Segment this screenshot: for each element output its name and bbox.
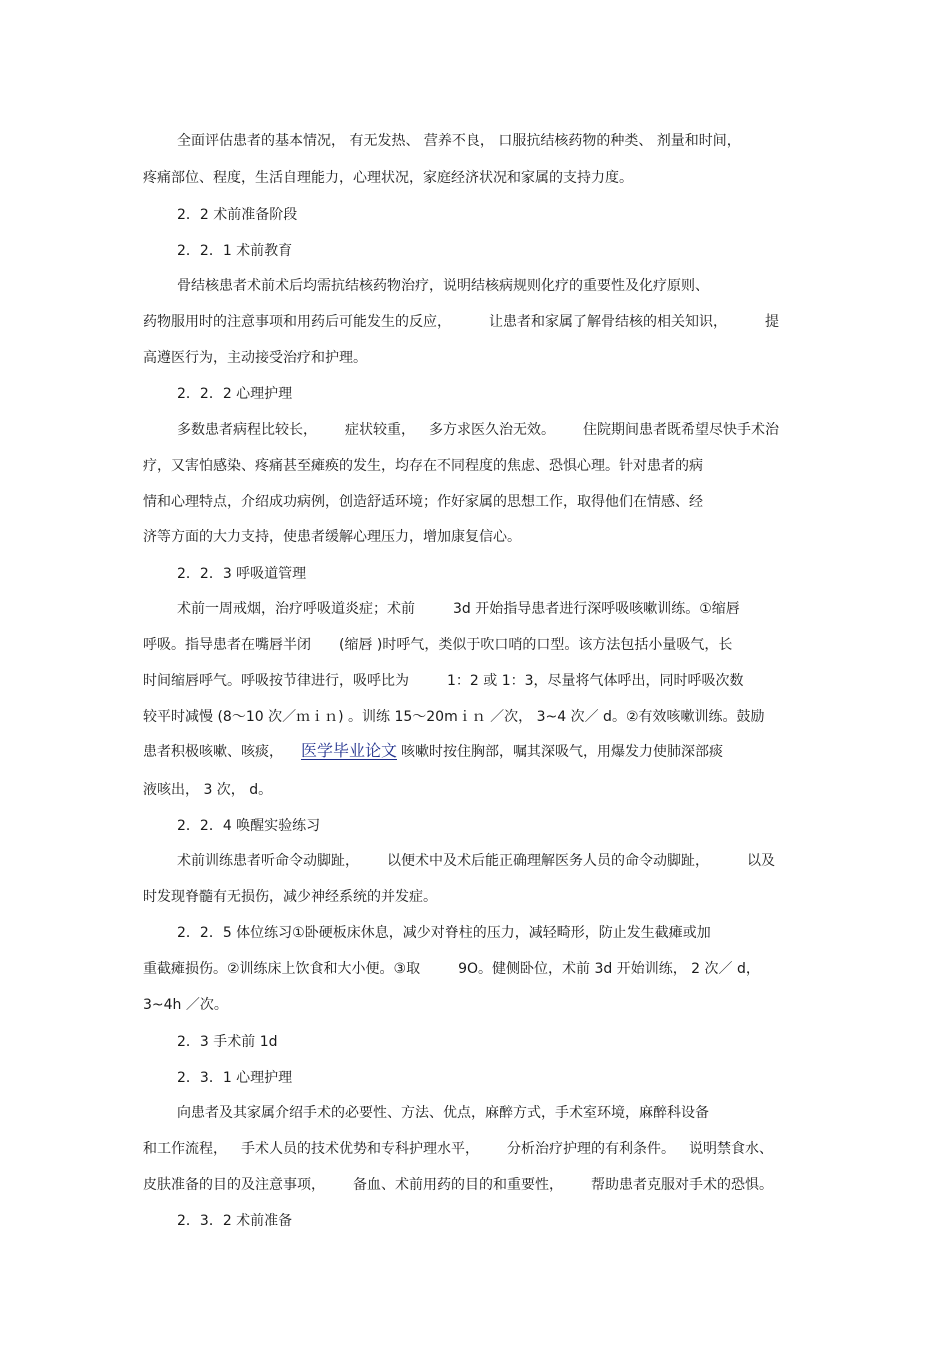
section-heading: 2．3 手术前 1d — [177, 1034, 278, 1050]
text-segment: 1：2 或 1：3，尽量将气体呼出，同时呼吸次数 — [447, 673, 744, 689]
subsection-heading: 2．3．2 术前准备 — [177, 1213, 293, 1229]
text-segment: 3d 开始指导患者进行深呼吸咳嗽训练。①缩唇 — [453, 601, 740, 617]
paragraph-line: 全面评估患者的基本情况， 有无发热、 营养不良， 口服抗结核药物的种类、 剂量和时间， — [177, 133, 741, 149]
paragraph-line: 疼痛部位、程度，生活自理能力，心理状况，家庭经济状况和家属的支持力度。 — [143, 170, 633, 186]
text-segment: 以及 — [747, 853, 775, 869]
text-segment: 分析治疗护理的有利条件。 — [507, 1141, 675, 1157]
text-segment: 手术人员的技术优势和专科护理水平， — [241, 1141, 479, 1157]
paragraph-line — [177, 421, 808, 439]
text-segment: (缩唇 )时呼气，类似于吹口哨的口型。该方法包括小量吸气，长 — [339, 637, 733, 653]
paragraph-line: 较平时减慢 (8～10 次／ｍｉｎ) 。训练 15～20mｉｎ ／次， 3~4 次／ d。②有效咳嗽训练。鼓励 — [143, 709, 765, 725]
paragraph-line — [143, 636, 808, 654]
paragraph-line — [143, 742, 808, 761]
text-segment: 药物服用时的注意事项和用药后可能发生的反应， — [143, 314, 451, 330]
text-segment: 备血、术前用药的目的和重要性， — [353, 1177, 563, 1193]
thesis-link[interactable]: 医学毕业论文 — [301, 742, 398, 760]
paragraph-line: 液咳出， 3 次， d。 — [143, 782, 273, 798]
paragraph-line: 时发现脊髓有无损伤，减少神经系统的并发症。 — [143, 889, 437, 905]
paragraph-line: 向患者及其家属介绍手术的必要性、方法、优点，麻醉方式，手术室环境，麻醉科设备 — [177, 1105, 709, 1121]
paragraph-line: 高遵医行为，主动接受治疗和护理。 — [143, 350, 367, 366]
paragraph-line — [143, 960, 808, 978]
text-segment: 时间缩唇呼气。呼吸按节律进行，吸呼比为 — [143, 673, 409, 689]
subsection-heading: 2．2．3 呼吸道管理 — [177, 566, 307, 582]
paragraph-line — [177, 852, 808, 870]
paragraph-line: 3~4h ／次。 — [143, 997, 228, 1013]
text-segment: 住院期间患者既希望尽快手术治 — [583, 422, 779, 438]
text-segment: 皮肤准备的目的及注意事项， — [143, 1177, 325, 1193]
text-segment: 症状较重， — [345, 422, 415, 438]
text-segment: 多数患者病程比较长， — [177, 422, 317, 438]
text-segment: 术前训练患者听命令动脚趾， — [177, 853, 359, 869]
text-segment: 说明禁食水、 — [689, 1141, 773, 1157]
text-segment: 和工作流程， — [143, 1141, 227, 1157]
paragraph-line — [177, 600, 808, 618]
paragraph-line: 情和心理特点，介绍成功病例，创造舒适环境；作好家属的思想工作，取得他们在情感、经 — [143, 494, 703, 510]
paragraph-line: 疗，又害怕感染、疼痛甚至瘫痪的发生，均存在不同程度的焦虑、恐惧心理。针对患者的病 — [143, 458, 703, 474]
text-segment: 患者积极咳嗽、咳痰， — [143, 744, 283, 760]
text-segment: 呼吸。指导患者在嘴唇半闭 — [143, 637, 311, 653]
text-segment: 重截瘫损伤。②训练床上饮食和大小便。③取 — [143, 961, 421, 977]
text-segment: 9O。健侧卧位，术前 3d 开始训练， 2 次／ d， — [458, 961, 760, 977]
subsection-heading: 2．2．2 心理护理 — [177, 386, 293, 402]
paragraph-line: 济等方面的大力支持，使患者缓解心理压力，增加康复信心。 — [143, 529, 521, 545]
text-segment: 提 — [765, 314, 779, 330]
paragraph-line — [143, 1140, 808, 1158]
text-segment: 以便术中及术后能正确理解医务人员的命令动脚趾， — [387, 853, 709, 869]
text-segment: 术前一周戒烟，治疗呼吸道炎症；术前 — [177, 601, 415, 617]
text-segment: 咳嗽时按住胸部，嘱其深吸气，用爆发力使肺深部痰 — [401, 744, 724, 760]
paragraph-line — [143, 313, 808, 331]
text-segment: 帮助患者克服对手术的恐惧。 — [591, 1177, 773, 1193]
subsection-heading: 2．3．1 心理护理 — [177, 1070, 293, 1086]
text-segment: 多方求医久治无效。 — [429, 422, 555, 438]
subsection-heading: 2．2．5 体位练习①卧硬板床休息，减少对脊柱的压力，减轻畸形，防止发生截瘫或加 — [177, 925, 711, 941]
subsection-heading: 2．2．1 术前教育 — [177, 243, 293, 259]
text-segment: 让患者和家属了解骨结核的相关知识， — [489, 314, 727, 330]
paragraph-line: 骨结核患者术前术后均需抗结核药物治疗，说明结核病规则化疗的重要性及化疗原则、 — [177, 278, 709, 294]
paragraph-line — [143, 1176, 808, 1194]
subsection-heading: 2．2．4 唤醒实验练习 — [177, 818, 321, 834]
section-heading: 2．2 术前准备阶段 — [177, 207, 298, 223]
paragraph-line — [143, 672, 808, 690]
